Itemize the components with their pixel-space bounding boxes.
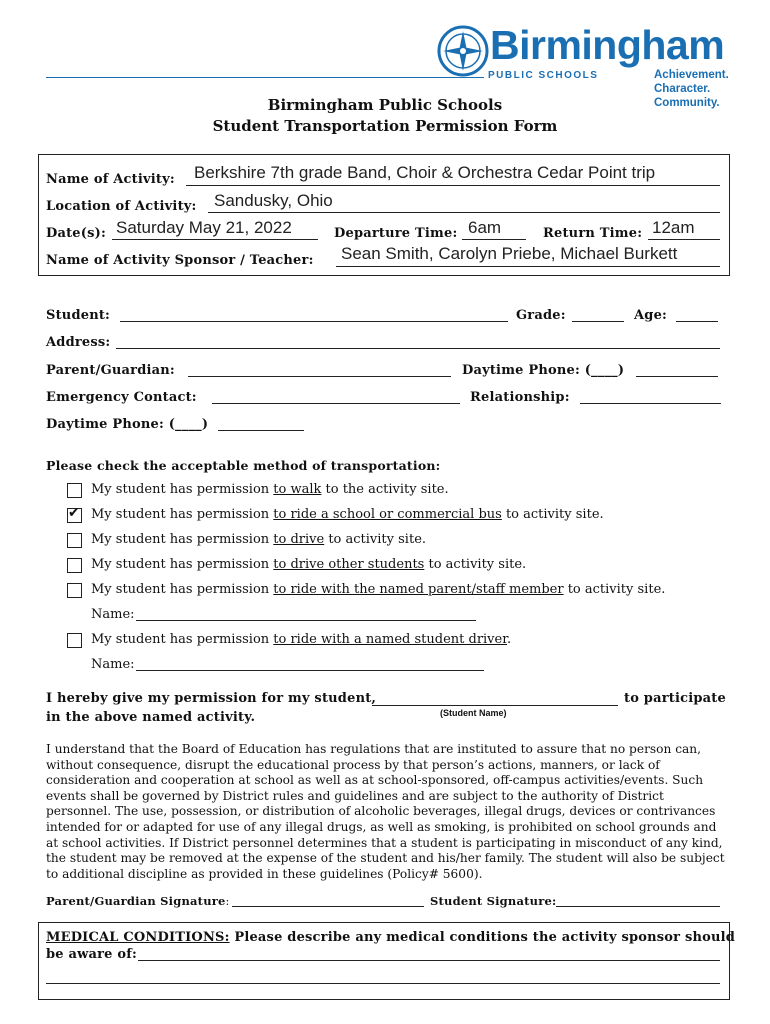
parent-staff-option-text [91, 582, 665, 597]
medical-line2-label: be aware of: [46, 947, 138, 962]
dates-field[interactable]: Saturday May 21, 2022 [116, 218, 292, 237]
page-subtitle: Student Transportation Permission Form [212, 117, 558, 135]
departure-label: Departure Time: [334, 226, 458, 241]
student-driver-name-label: Name: [91, 657, 135, 672]
return-field[interactable]: 12am [652, 218, 695, 237]
permission-line1-post: to participate [624, 691, 726, 706]
permission-student-name-field[interactable] [372, 705, 618, 706]
bus-checkbox[interactable] [67, 505, 82, 523]
emergency-label: Emergency Contact: [46, 390, 197, 405]
relationship-field[interactable] [580, 403, 721, 404]
parent-staff-checkbox[interactable] [67, 583, 82, 598]
age-label: Age: [634, 308, 668, 323]
grade-field[interactable] [572, 321, 624, 322]
student-driver-link: to ride with a named student driver [273, 632, 508, 647]
daytime-phone-field[interactable] [636, 376, 718, 377]
parent-signature-label [46, 894, 230, 908]
parent-label: Parent/Guardian: [46, 363, 175, 378]
walk-option-text [91, 482, 449, 497]
address-label: Address: [46, 335, 111, 350]
student-driver-checkbox[interactable] [67, 633, 82, 648]
medical-heading: MEDICAL CONDITIONS: [46, 930, 230, 945]
parent-signature-text: Parent/Guardian Signature [46, 894, 226, 908]
student-driver-suffix: . [507, 632, 512, 647]
student-signature-label: Student Signature: [430, 894, 557, 908]
student-label: Student: [46, 308, 111, 323]
medical-heading-line [46, 930, 735, 945]
drive-link: to drive [273, 532, 325, 547]
drive-others-link: to drive other students [273, 557, 425, 572]
drive-prefix: My student has permission [91, 532, 270, 547]
checkmark-icon: ✔ [68, 505, 80, 521]
student-signature-field[interactable] [556, 906, 720, 907]
return-line [648, 239, 720, 240]
parent-staff-name-label: Name: [91, 607, 135, 622]
permission-line2: in the above named activity. [46, 710, 256, 725]
header-rule [46, 77, 484, 78]
activity-name-label: Name of Activity: [46, 172, 175, 187]
sponsor-line [336, 266, 720, 267]
drive-others-checkbox[interactable] [67, 558, 82, 573]
daytime-phone-label: Daytime Phone: (____) [462, 363, 625, 378]
walk-link: to walk [273, 482, 322, 497]
age-field[interactable] [676, 321, 718, 322]
parent-staff-name-field[interactable] [136, 620, 476, 621]
location-label: Location of Activity: [46, 199, 197, 214]
drive-others-option-text [91, 557, 526, 572]
activity-name-line [186, 185, 720, 186]
medical-field-2[interactable] [46, 983, 720, 984]
logo-name: Birmingham [490, 22, 725, 68]
student-driver-prefix: My student has permission [91, 632, 270, 647]
dates-line [112, 239, 318, 240]
relationship-label: Relationship: [470, 390, 570, 405]
medical-field-1[interactable] [138, 960, 720, 961]
permission-line1-pre: I hereby give my permission for my student, [46, 691, 377, 706]
medical-text: Please describe any medical conditions the activity sponsor should [229, 930, 736, 945]
walk-prefix: My student has permission [91, 482, 270, 497]
bus-suffix: to activity site. [501, 507, 604, 522]
logo-tagline-3: Community. [654, 97, 720, 109]
drive-suffix: to activity site. [324, 532, 427, 547]
transport-heading: Please check the acceptable method of transportation: [46, 458, 441, 473]
drive-others-suffix: to activity site. [424, 557, 527, 572]
location-line [208, 212, 720, 213]
sponsor-label: Name of Activity Sponsor / Teacher: [46, 253, 314, 268]
logo-compass-icon [436, 24, 490, 78]
daytime-phone2-label: Daytime Phone: (____) [46, 417, 209, 432]
student-driver-option-text [91, 632, 511, 647]
dates-label: Date(s): [46, 226, 106, 241]
return-label: Return Time: [543, 226, 643, 241]
logo-tagline-1: Achievement. [654, 69, 729, 81]
bus-option-text [91, 507, 604, 522]
policy-paragraph: I understand that the Board of Education has regulations that are instituted to assure that no person can, without consequence, disrupt the educational process by that person’s actions, manners, or lack of consideration and cooperation at school as well as at school-sponsored, off-campus activities/events. Such events shall be governed by District rules and guidelines and are subject to the authority of District personnel. The use, possession, or distribution of alcoholic beverages, illegal drugs, devices or contrivances intended for or adapted for use of any illegal drugs, as well as smoking, is prohibited on school grounds and at school activities. If District personnel determines that a student is participating in misconduct of any kind, the student may be removed at the expense of the student and his/her family. The student will also be subject to additional discipline as provided in these guidelines (Policy# 5600). [46, 742, 725, 881]
activity-name-field[interactable]: Berkshire 7th grade Band, Choir & Orchestra Cedar Point trip [194, 163, 656, 182]
parent-staff-link: to ride with the named parent/staff member [273, 582, 564, 597]
logo-subtitle: PUBLIC SCHOOLS [488, 70, 599, 81]
parent-signature-field[interactable] [232, 906, 424, 907]
drive-option-text [91, 532, 426, 547]
student-driver-name-field[interactable] [136, 670, 484, 671]
drive-checkbox[interactable] [67, 533, 82, 548]
emergency-field[interactable] [212, 403, 460, 404]
departure-line [462, 239, 526, 240]
bus-link: to ride a school or commercial bus [273, 507, 502, 522]
sponsor-field[interactable]: Sean Smith, Carolyn Priebe, Michael Burkett [341, 244, 678, 263]
student-field[interactable] [120, 321, 508, 322]
bus-prefix: My student has permission [91, 507, 270, 522]
parent-field[interactable] [188, 376, 451, 377]
departure-field[interactable]: 6am [468, 218, 502, 237]
location-field[interactable]: Sandusky, Ohio [214, 191, 333, 210]
page-title: Birmingham Public Schools [267, 96, 503, 114]
parent-signature-colon: : [225, 894, 230, 908]
walk-checkbox[interactable] [67, 483, 82, 498]
daytime-phone2-field[interactable] [218, 430, 304, 431]
grade-label: Grade: [516, 308, 566, 323]
drive-others-prefix: My student has permission [91, 557, 270, 572]
parent-staff-suffix: to activity site. [563, 582, 666, 597]
address-field[interactable] [116, 348, 720, 349]
student-name-caption: (Student Name) [440, 708, 507, 718]
logo-tagline-2: Character. [654, 83, 711, 95]
walk-suffix: to the activity site. [321, 482, 449, 497]
parent-staff-prefix: My student has permission [91, 582, 270, 597]
